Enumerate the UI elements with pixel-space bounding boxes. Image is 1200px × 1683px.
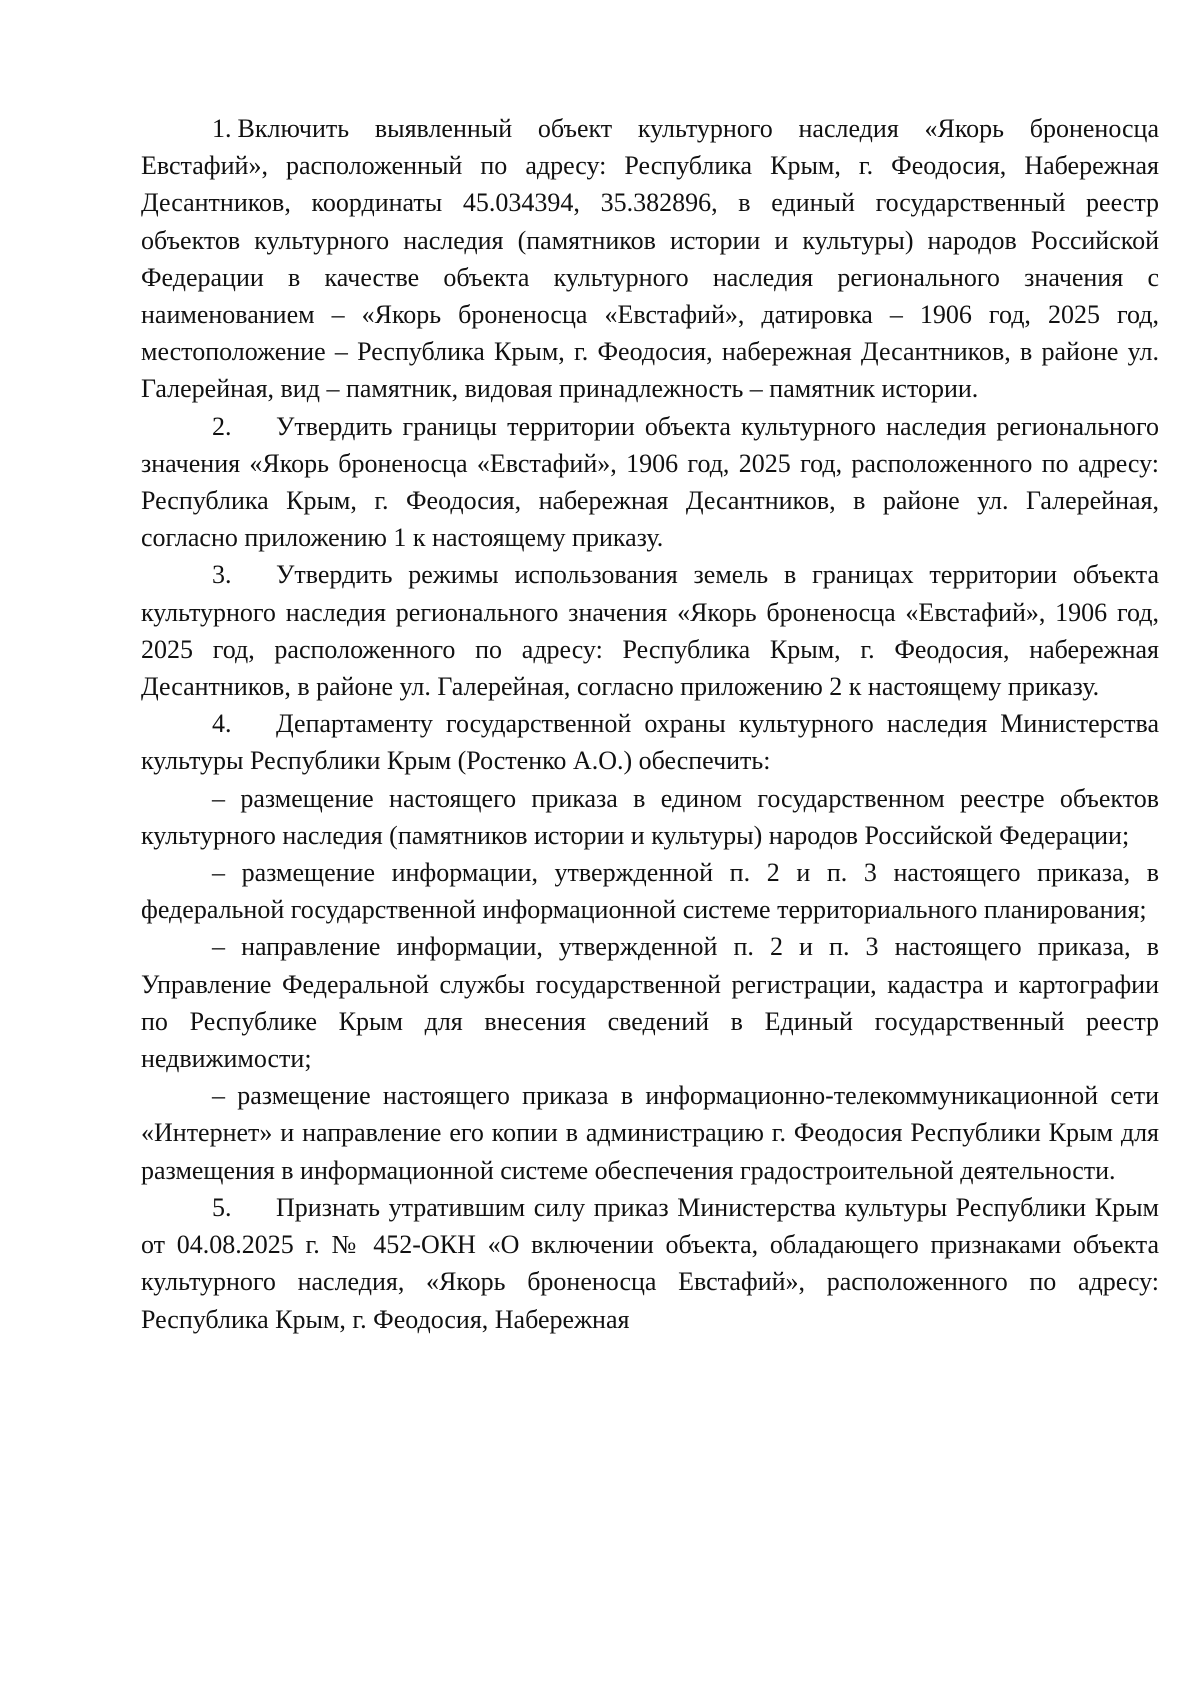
paragraph-item-4 <box>141 705 1159 779</box>
item-text: Признать утратившим силу приказ Министерства культуры Республики Крым от 04.08.2025 г. № 452-ОКН «О включении объекта, обладающего признаками объекта культурного наследия, «Якорь броненосца Евстафий», расположенного по адресу: Республика Крым, г. Феодосия, Набережная <box>141 1192 1159 1334</box>
subitem-rosreestr-submission: – направление информации, утвержденной п. 2 и п. 3 настоящего приказа, в Управление Федеральной службы государственной регистрации, кадастра и картографии по Республике Крым для внесения сведений в Единый государственный реестр недвижимости; <box>141 932 1159 1074</box>
item-number: 4. <box>212 709 232 739</box>
item-number: 3. <box>212 560 232 590</box>
document-page <box>141 110 1159 1338</box>
item-text: Включить выявленный объект культурного наследия «Якорь броненосца Евстафий», расположенный по адресу: Республика Крым, г. Феодосия, Набережная Десантников, координаты 45.034394, 35.382896, в единый государственный реестр объектов культурного наследия (памятников истории и культуры) народов Российской Федерации в качестве объекта культурного наследия регионального значения с наименованием – «Якорь броненосца «Евстафий», датировка – 1906 год, 2025 год, местоположение – Республика Крым, г. Феодосия, набережная Десантников, в районе ул. Галерейная, вид – памятник, видовая принадлежность – памятник истории. <box>141 114 1159 404</box>
subitem-internet-publication: – размещение настоящего приказа в информационно-телекоммуникационной сети «Интернет» и направление его копии в администрацию г. Феодосия Республики Крым для размещения в информационной системе обеспечения градостроительной деятельности. <box>141 1081 1159 1185</box>
paragraph-item-1 <box>141 110 1159 408</box>
subitem-registry-publication: – размещение настоящего приказа в едином государственном реестре объектов культурного наследия (памятников истории и культуры) народов Российской Федерации; <box>141 783 1159 850</box>
paragraph-item-3 <box>141 556 1159 705</box>
item-number: 1. <box>212 114 232 143</box>
subitem-fgis-tp-publication: – размещение информации, утвержденной п. 2 и п. 3 настоящего приказа, в федеральной государственной информационной системе территориального планирования; <box>141 858 1159 925</box>
item-number: 2. <box>212 411 232 441</box>
paragraph-item-2 <box>141 408 1159 557</box>
item-text: Департаменту государственной охраны культурного наследия Министерства культуры Республики Крым (Ростенко А.О.) обеспечить: <box>141 709 1159 776</box>
item-text: Утвердить режимы использования земель в границах территории объекта культурного наследия регионального значения «Якорь броненосца «Евстафий», 1906 год, 2025 год, расположенного по адресу: Республика Крым, г. Феодосия, набережная Десантников, в районе ул. Галерейная, согласно приложению 2 к настоящему приказу. <box>141 560 1159 702</box>
item-number: 5. <box>212 1192 232 1222</box>
item-text: Утвердить границы территории объекта культурного наследия регионального значения «Якорь броненосца «Евстафий», 1906 год, 2025 год, расположенного по адресу: Республика Крым, г. Феодосия, набережная Десантников, в районе ул. Галерейная, согласно приложению 1 к настоящему приказу. <box>141 411 1159 553</box>
paragraph-item-5 <box>141 1189 1159 1338</box>
